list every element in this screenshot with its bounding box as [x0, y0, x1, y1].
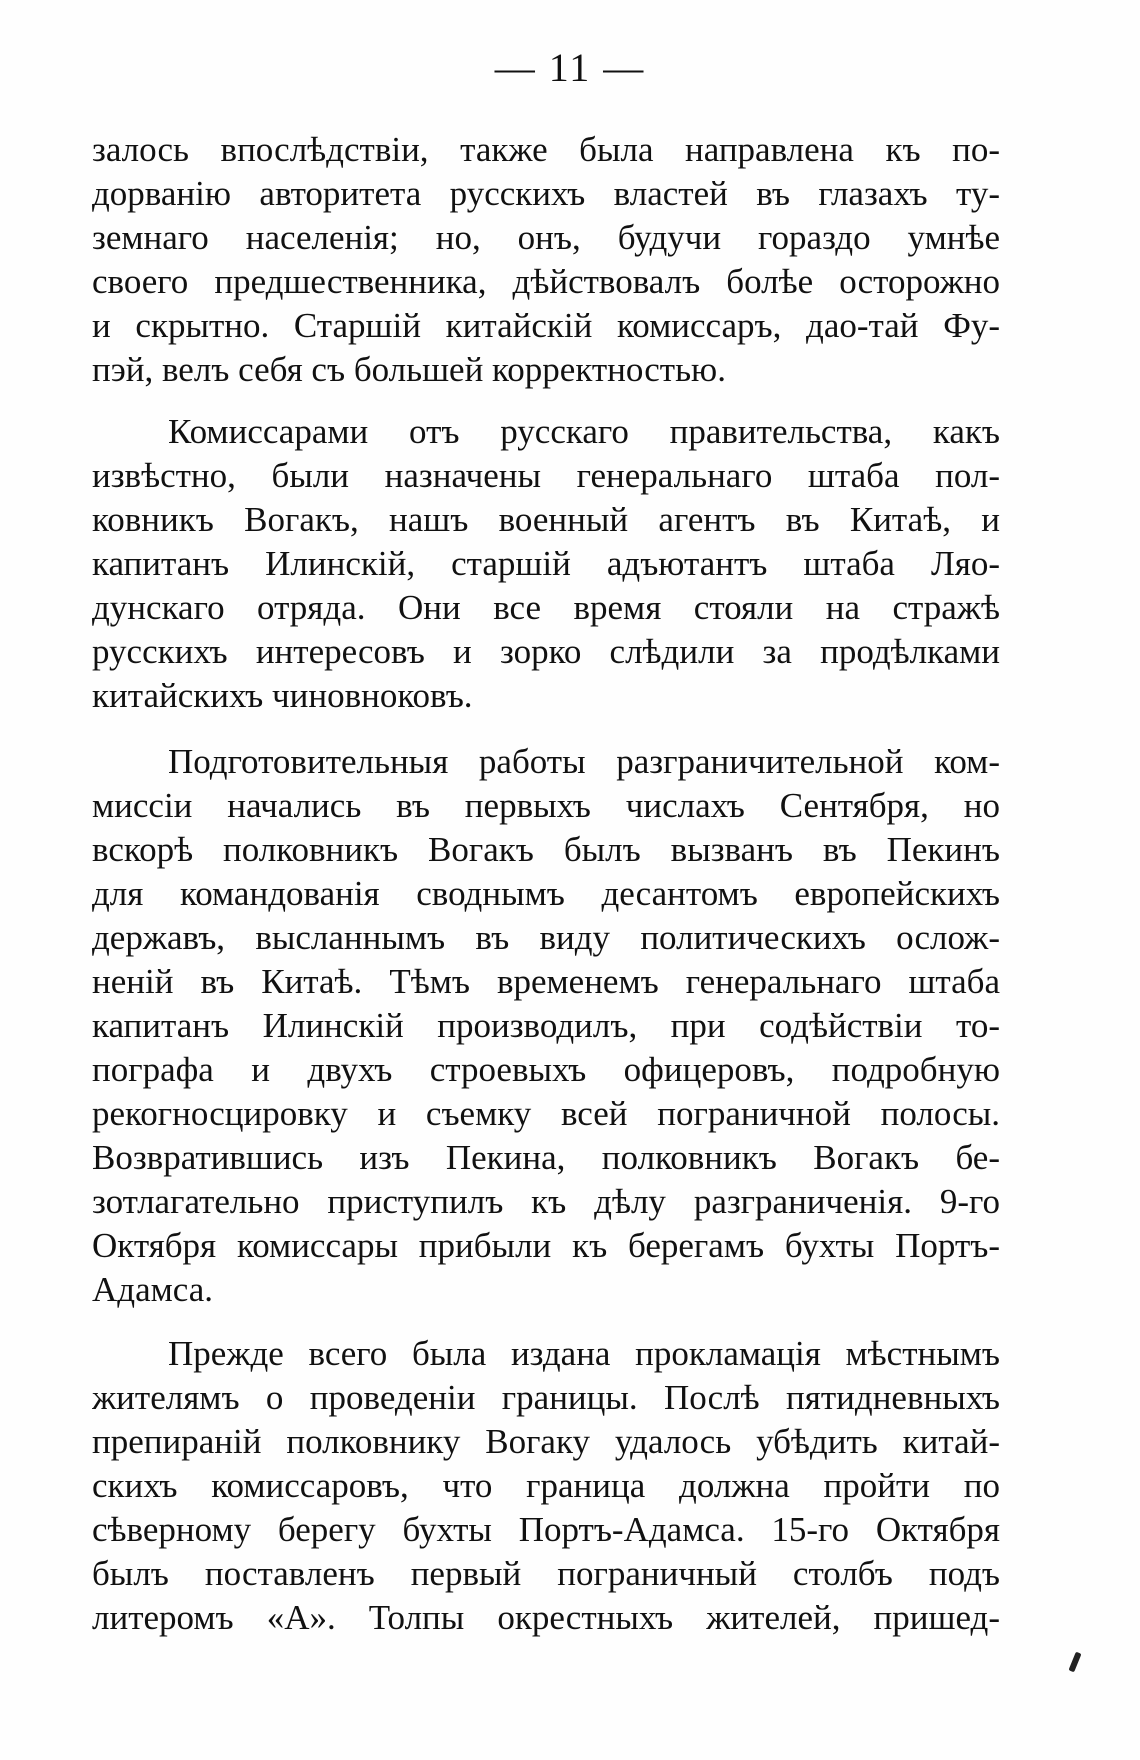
text-line: Октября комиссары прибыли къ берегамъ бухты Портъ- — [92, 1226, 1000, 1265]
text-line: дорванію авторитета русскихъ властей въ глазахъ ту- — [92, 174, 1000, 213]
text-line: сѣверному берегу бухты Портъ-Адамса. 15-го Октября — [92, 1510, 1000, 1549]
paragraph-4 — [92, 1332, 1000, 1640]
text-line: миссіи начались въ первыхъ числахъ Сентября, но — [92, 786, 1000, 825]
text-line: Адамса. — [92, 1270, 214, 1309]
text-line: пографа и двухъ строевыхъ офицеровъ, подробную — [92, 1050, 1000, 1089]
text-line: своего предшественника, дѣйствовалъ болѣе осторожно — [92, 262, 1000, 301]
text-line: Прежде всего была издана прокламація мѣстнымъ — [168, 1334, 1000, 1373]
text-line: китайскихъ чиновноковъ. — [92, 676, 473, 715]
text-line: зотлагательно приступилъ къ дѣлу разграниченія. 9-го — [92, 1182, 1000, 1221]
text-line: Возвратившись изъ Пекина, полковникъ Вогакъ бе- — [92, 1138, 1000, 1177]
text-line: и скрытно. Старшій китайскій комиссаръ, дао-тай Фу- — [92, 306, 1000, 345]
text-line: препираній полковнику Вогаку удалось убѣдить китай- — [92, 1422, 1000, 1461]
text-line: залось впослѣдствіи, также была направлена къ по- — [92, 130, 1000, 169]
text-line: державъ, высланнымъ въ виду политическихъ ослож- — [92, 918, 1000, 957]
text-line: капитанъ Илинскій, старшій адъютантъ штаба Ляо- — [92, 544, 1000, 583]
paragraph-2 — [92, 410, 1000, 718]
text-line: былъ поставленъ первый пограничный столбъ подъ — [92, 1554, 1000, 1593]
text-line: извѣстно, были назначены генеральнаго штаба пол- — [92, 456, 1000, 495]
text-line: неній въ Китаѣ. Тѣмъ временемъ генеральнаго штаба — [92, 962, 1000, 1001]
text-line: земнаго населенія; но, онъ, будучи гораздо умнѣе — [92, 218, 1000, 257]
text-line: рекогносцировку и съемку всей пограничной полосы. — [92, 1094, 1000, 1133]
text-line: скихъ комиссаровъ, что граница должна пройти по — [92, 1466, 1000, 1505]
text-line: для командованія своднымъ десантомъ европейскихъ — [92, 874, 1000, 913]
text-line: капитанъ Илинскій производилъ, при содѣйствіи то- — [92, 1006, 1000, 1045]
text-line: Комиссарами отъ русскаго правительства, какъ — [168, 412, 1000, 451]
text-line: ковникъ Вогакъ, нашъ военный агентъ въ Китаѣ, и — [92, 500, 1000, 539]
text-line: литеромъ «А». Толпы окрестныхъ жителей, пришед- — [92, 1598, 1000, 1637]
paragraph-3 — [92, 740, 1000, 1312]
text-line: русскихъ интересовъ и зорко слѣдили за продѣлками — [92, 632, 1000, 671]
text-line: дунскаго отряда. Они все время стояли на стражѣ — [92, 588, 1000, 627]
text-line: жителямъ о проведеніи границы. Послѣ пятидневныхъ — [92, 1378, 1000, 1417]
text-line: пэй, велъ себя съ большей корректностью. — [92, 350, 726, 389]
scan-mark — [1068, 1652, 1081, 1673]
paragraph-1 — [92, 128, 1000, 392]
text-line: вскорѣ полковникъ Вогакъ былъ вызванъ въ Пекинъ — [92, 830, 1000, 869]
text-line: Подготовительныя работы разграничительной ком- — [168, 742, 1000, 781]
page-number: — 11 — — [494, 45, 646, 90]
